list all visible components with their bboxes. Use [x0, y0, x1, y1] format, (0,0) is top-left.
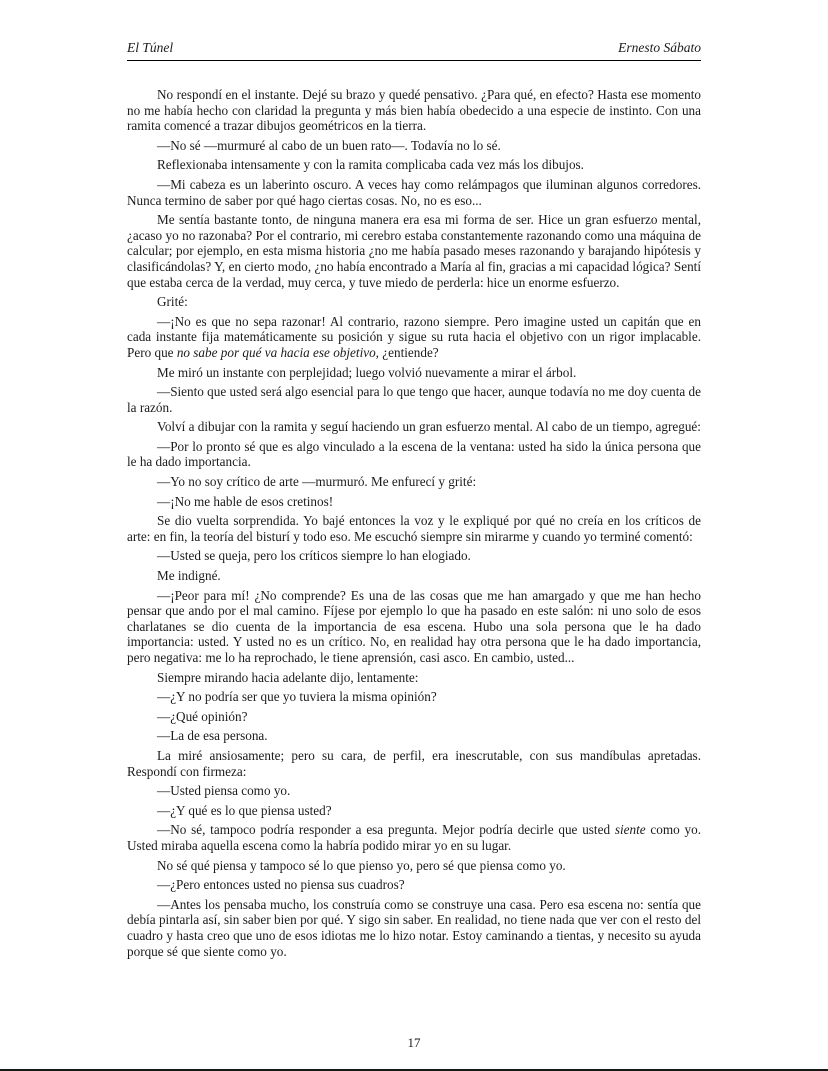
paragraph: [127, 568, 701, 584]
page-number: 17: [407, 1035, 421, 1050]
paragraph: [127, 439, 701, 470]
paragraph: [127, 157, 701, 173]
paragraph: [127, 212, 701, 290]
paragraph: [127, 709, 701, 725]
page-body: [127, 87, 701, 959]
text-run: Me miró un instante con perplejidad; luego volvió nuevamente a mirar el árbol.: [157, 364, 577, 380]
text-run: —¿Y no podría ser que yo tuviera la misma opinión?: [157, 689, 437, 705]
text-run: Grité:: [157, 294, 188, 310]
paragraph: [127, 513, 701, 544]
text-run: La miré ansiosamente; pero su cara, de perfil, era inescrutable, con sus mandíbulas apretadas. Respondí con firmeza:: [127, 747, 701, 779]
text-run: —¡No me hable de esos cretinos!: [157, 493, 334, 509]
text-run: —Usted piensa como yo.: [157, 783, 291, 799]
paragraph: [127, 783, 701, 799]
paragraph: [127, 177, 701, 208]
paragraph: [127, 138, 701, 154]
text-run: —¿Y qué es lo que piensa usted?: [157, 802, 332, 818]
text-run: Siempre mirando hacia adelante dijo, lentamente:: [157, 669, 419, 685]
text-run: Volví a dibujar con la ramita y seguí haciendo un gran esfuerzo mental. Al cabo de un tiempo, agregué:: [157, 419, 701, 435]
paragraph: [127, 822, 701, 853]
paragraph: [127, 494, 701, 510]
text-run: —Mi cabeza es un laberinto oscuro. A veces hay como relámpagos que iluminan algunos corredores. Nunca termino de saber por qué hago ciertas cosas. No, no es eso...: [127, 176, 701, 208]
paragraph: [127, 474, 701, 490]
paragraph: [127, 384, 701, 415]
paragraph: [127, 548, 701, 564]
paragraph: [127, 670, 701, 686]
text-run: —Yo no soy crítico de arte —murmuró. Me enfurecí y grité:: [157, 474, 477, 490]
text-run: —Antes los pensaba mucho, los construía como se construye una casa. Pero esa escena no: sentía que debía pintarla así, sin saber bien por qué. Y sigo sin saber. En realidad, no tiene nada que ver con el resto del cuadro y hasta creo que uno de esos idiotas me lo hizo notar. Estoy caminando a tientas, y necesito su ayuda porque sé que siente como yo.: [127, 896, 701, 959]
text-run: No sé qué piensa y tampoco sé lo que pienso yo, pero sé que piensa como yo.: [157, 857, 566, 873]
header-book-title: El Túnel: [127, 40, 174, 55]
paragraph: [127, 588, 701, 666]
text-run: como yo. Usted miraba aquella escena como la habría podido mirar yo en su lugar.: [127, 822, 701, 853]
text-run: Se dio vuelta sorprendida. Yo bajé entonces la voz y le expliqué por qué no creía en los críticos de arte: en fin, la teoría del bisturí y todo eso. Me escuchó siempre sin mirarme y cuando yo terminé comentó:: [127, 513, 701, 544]
text-run: Me indigné.: [157, 568, 221, 584]
text-run: Reflexionaba intensamente y con la ramita complicaba cada vez más los dibujos.: [157, 157, 584, 173]
text-run: —¡No es que no sepa razonar! Al contrario, razono siempre. Pero imagine usted un capitán que en cada instante fija matemáticamente su posición y sigue su ruta hacia el objetivo con un rigor implacable. Pero que: [127, 313, 701, 360]
paragraph: [127, 803, 701, 819]
paragraph: [127, 87, 701, 134]
page-header: [127, 40, 701, 61]
text-run: —¿Qué opinión?: [157, 708, 248, 724]
paragraph: [127, 419, 701, 435]
text-run: —No sé, tampoco podría responder a esa pregunta. Mejor podría decirle que usted: [157, 822, 615, 838]
paragraph: [127, 748, 701, 779]
paragraph: [127, 689, 701, 705]
text-run: —La de esa persona.: [157, 728, 268, 744]
paragraph: [127, 858, 701, 874]
text-run: —Usted se queja, pero los críticos siempre lo han elogiado.: [157, 548, 471, 564]
text-run: —Por lo pronto sé que es algo vinculado a la escena de la ventana: usted ha sido la única persona que le ha dado importancia.: [127, 438, 701, 470]
text-run: —¡Peor para mí! ¿No comprende? Es una de las cosas que me han amargado y que me han hecho pensar que ando por el mal camino. Fíjese por ejemplo lo que ha pasado en este salón: ni uno solo de esos charlatanes se dio cuenta de la importancia de esa escena. Hubo una sola persona que le ha dado importancia: usted. Y usted no es un crítico. No, en realidad hay otra persona que le ha dado importancia, pero negativa: me lo ha reprochado, le tiene aprensión, casi asco. En cambio, usted...: [127, 587, 701, 665]
text-run: —¿Pero entonces usted no piensa sus cuadros?: [157, 877, 405, 893]
text-run: ¿entiende?: [378, 344, 439, 360]
paragraph: [127, 365, 701, 381]
italic-text-run: siente: [614, 822, 646, 838]
text-run: No respondí en el instante. Dejé su brazo y quedé pensativo. ¿Para qué, en efecto? Hasta ese momento no me había hecho con claridad la pregunta y más bien había obedecido a una especie de instinto. Con una ramita comencé a trazar dibujos geométricos en la tierra.: [127, 87, 701, 134]
paragraph: [127, 897, 701, 959]
paragraph: [127, 314, 701, 361]
text-run: —No sé —murmuré al cabo de un buen rato—. Todavía no lo sé.: [157, 137, 501, 153]
text-run: Me sentía bastante tonto, de ninguna manera era esa mi forma de ser. Hice un gran esfuerzo mental, ¿acaso yo no razonaba? Por el contrario, mi cerebro estaba constantemente razonando como una máquina de calcular; por ejemplo, en esta misma historia ¿no me había pasado meses razonando y barajando hipótesis y clasificándolas? Y, en cierto modo, ¿no había encontrado a María al fin, gracias a mi capacidad lógica? Sentí que estaba cerca de la verdad, muy cerca, y tuve miedo de perderla: hice un enorme esfuerzo.: [127, 212, 701, 290]
paragraph: [127, 294, 701, 310]
italic-text-run: no sabe por qué va hacia ese objetivo,: [176, 344, 379, 360]
header-author: Ernesto Sábato: [618, 40, 701, 55]
text-run: —Siento que usted será algo esencial para lo que tengo que hacer, aunque todavía no me doy cuenta de la razón.: [127, 384, 701, 415]
paragraph: [127, 877, 701, 893]
paragraph: [127, 728, 701, 744]
